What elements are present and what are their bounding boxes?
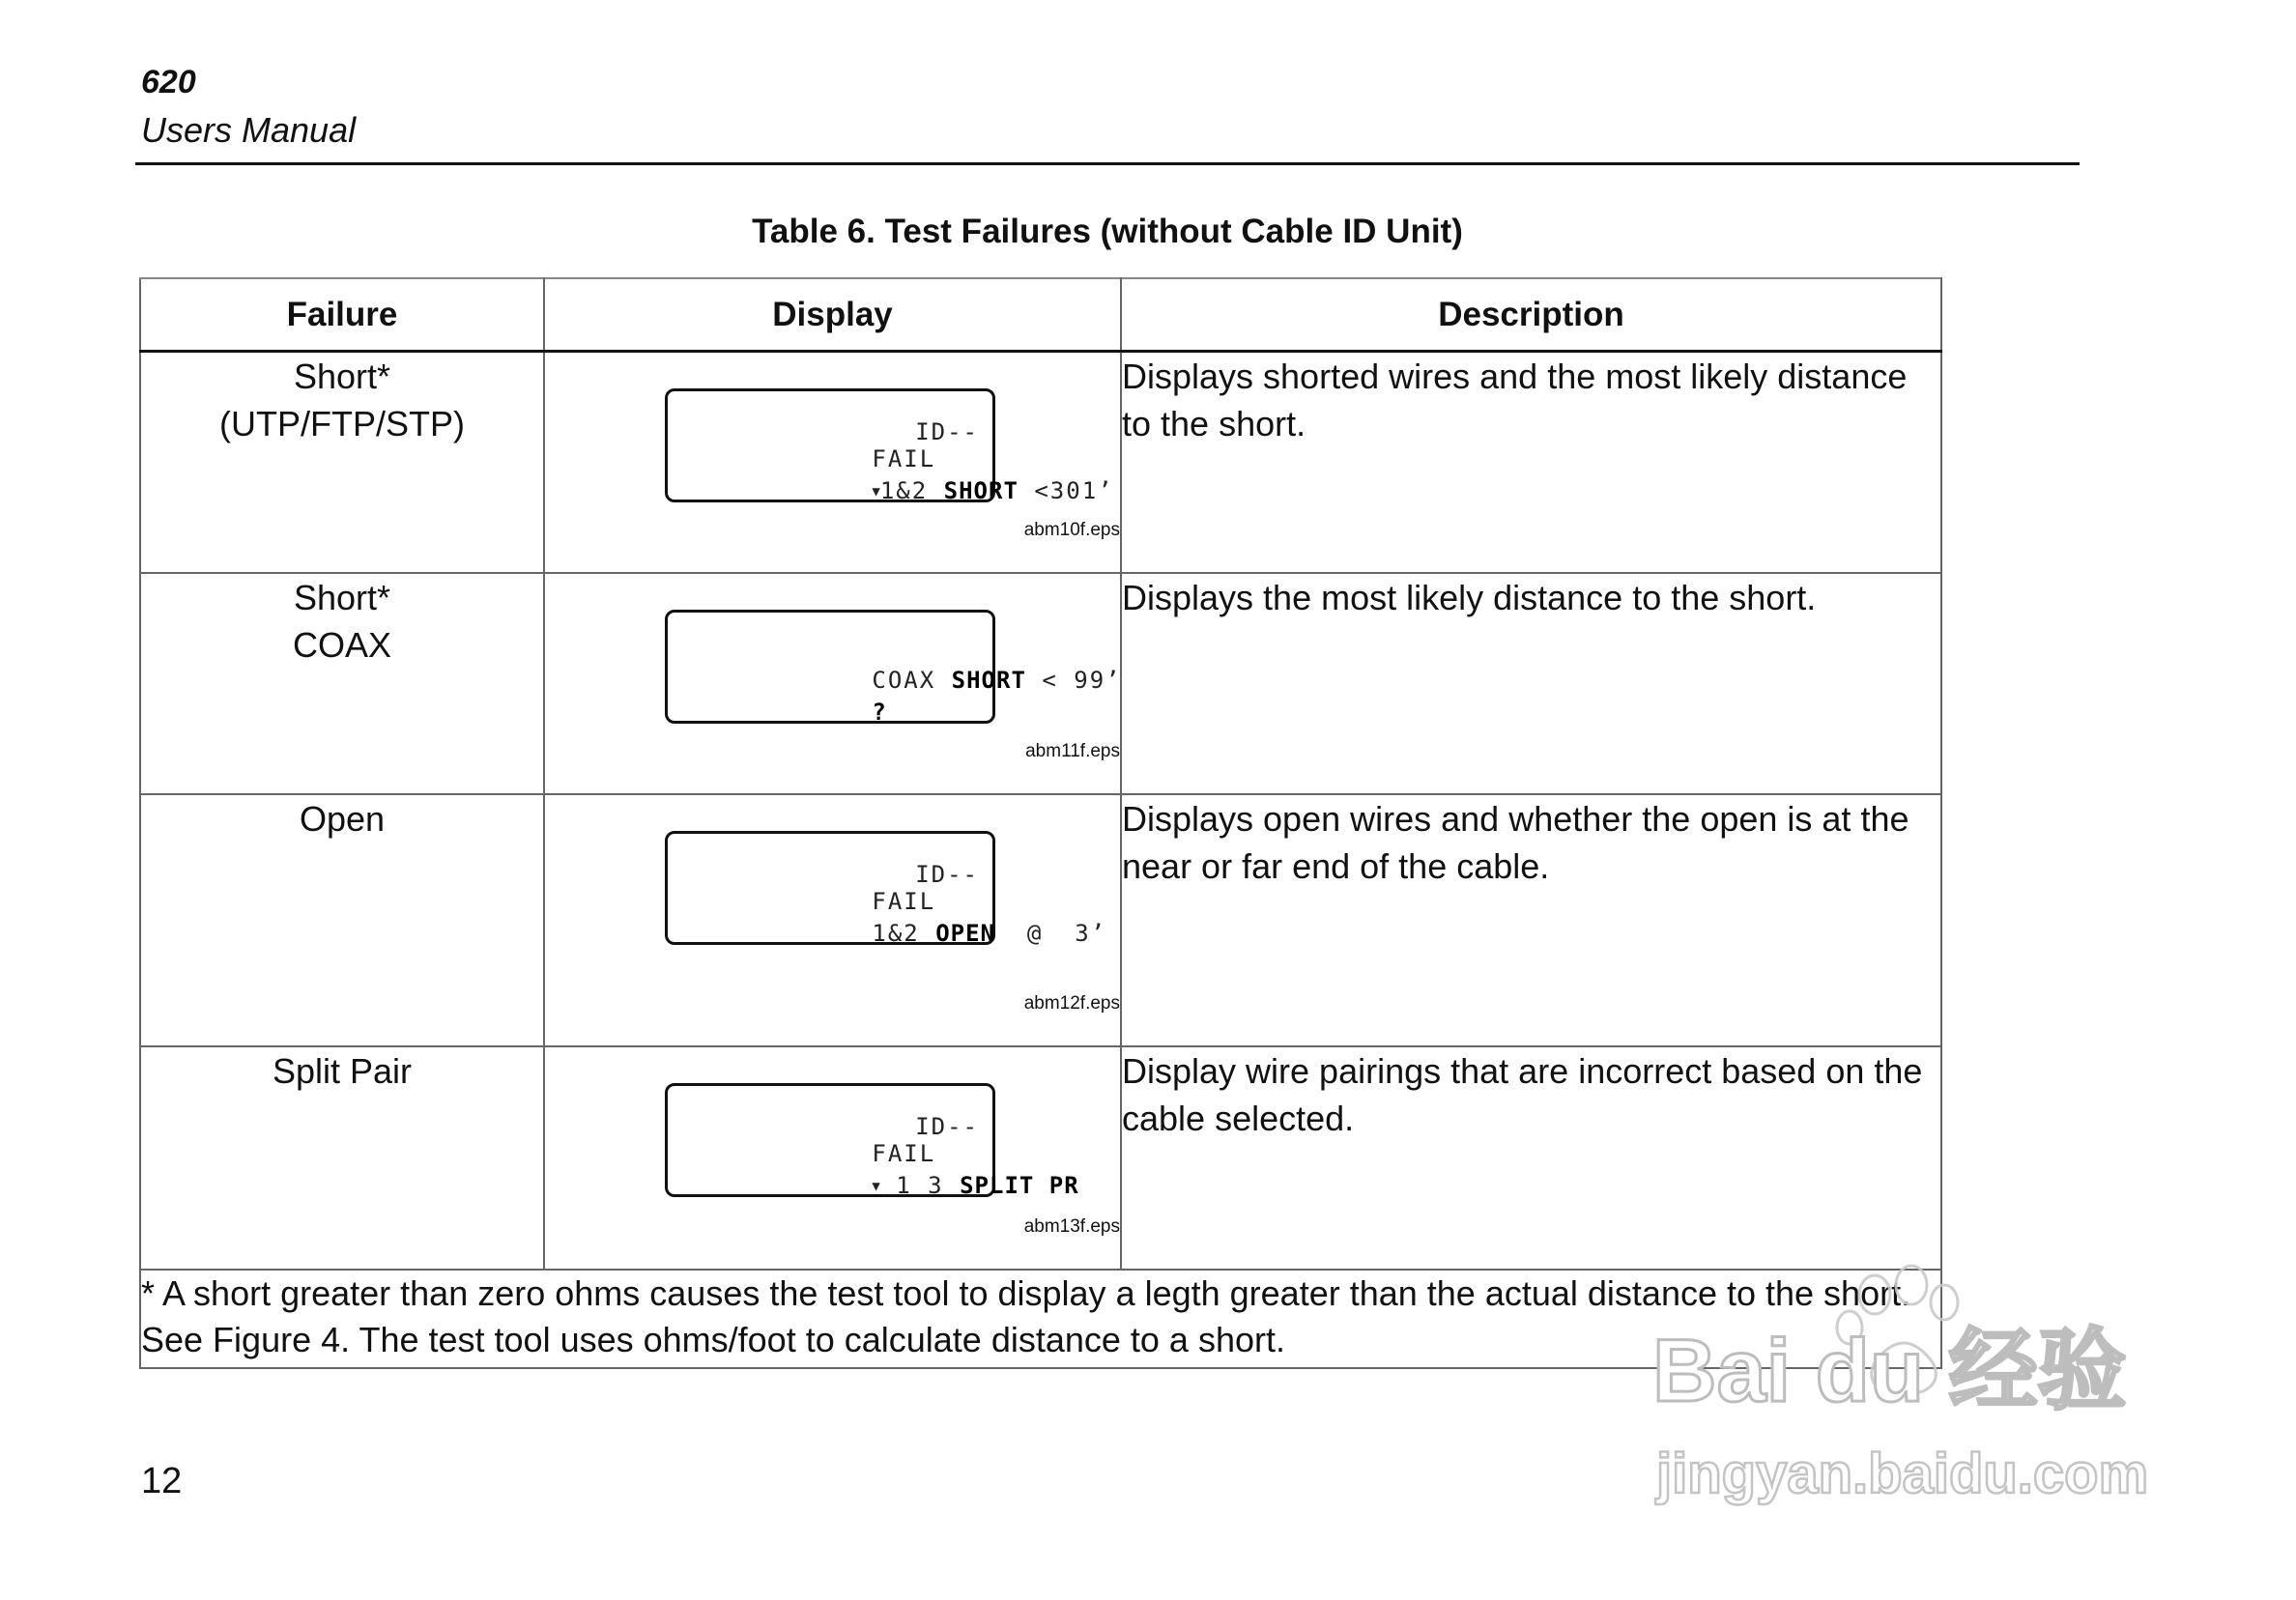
lcd-status: FAIL: [872, 445, 936, 472]
down-arrow-icon: ▼: [872, 1179, 880, 1194]
figure-filename: abm11f.eps: [1025, 741, 1120, 761]
figure-filename: abm12f.eps: [1023, 993, 1120, 1014]
failure-cell: [140, 573, 544, 794]
failure-qualifier: COAX: [292, 625, 392, 665]
table-row: [140, 352, 1941, 574]
display-cell: [544, 352, 1121, 574]
lcd-status: FAIL: [872, 888, 936, 915]
lcd-fault: SHORT: [943, 477, 1019, 504]
test-failures-table: [139, 277, 1942, 1369]
failure-qualifier: (UTP/FTP/STP): [219, 404, 465, 443]
lcd-display: [665, 610, 1122, 726]
lcd-fault: OPEN: [935, 920, 995, 947]
footnote-row: [140, 1270, 1941, 1368]
table-caption: Table 6. Test Failures (without Cable ID Unit): [752, 213, 1463, 250]
table-row: [140, 573, 1941, 794]
lcd-cable-type: COAX: [872, 667, 936, 694]
table-row: [140, 794, 1941, 1046]
description-cell: Displays open wires and whether the open is at the near or far end of the cable.: [1121, 794, 1941, 1046]
lcd-distance: <301’: [1034, 477, 1114, 504]
failure-cell: [140, 1046, 544, 1270]
lcd-wire-pair: 1&2: [872, 920, 920, 947]
lcd-id: ID--: [915, 1113, 979, 1140]
lcd-display: [665, 1083, 1079, 1199]
manual-product-number: 620: [141, 64, 196, 100]
failure-name: Short*: [293, 578, 391, 617]
watermark-url: jingyan.baidu.com: [1656, 1443, 2149, 1505]
header-rule: [135, 162, 2080, 165]
failure-name: Short*: [293, 357, 391, 396]
down-arrow-icon: ▼: [872, 484, 880, 500]
lcd-id: ID--: [915, 418, 979, 445]
failure-name: Open: [299, 799, 386, 839]
lcd-question-mark: ?: [872, 699, 887, 726]
figure-filename: abm10f.eps: [1023, 520, 1120, 540]
display-cell: [544, 1046, 1121, 1270]
table-header-row: [140, 278, 1941, 352]
failure-cell: [140, 352, 544, 574]
figure-filename: abm13f.eps: [1023, 1216, 1120, 1237]
description-cell: Display wire pairings that are incorrect based on the cable selected.: [1121, 1046, 1941, 1270]
lcd-fault: SHORT: [951, 667, 1026, 694]
description-cell: Displays the most likely distance to the short.: [1121, 573, 1941, 794]
column-header-description: Description: [1121, 278, 1941, 352]
lcd-display: [665, 831, 1107, 947]
table-row: [140, 1046, 1941, 1270]
lcd-fault: SPLIT PR: [960, 1172, 1079, 1199]
description-cell: Displays shorted wires and the most likely distance to the short.: [1121, 352, 1941, 574]
lcd-id: ID--: [915, 861, 979, 888]
manual-title: Users Manual: [141, 110, 357, 150]
display-cell: [544, 573, 1121, 794]
lcd-wire-pair: 1 3: [896, 1172, 944, 1199]
lcd-distance: @ 3’: [1026, 920, 1107, 947]
display-cell: [544, 794, 1121, 1046]
failure-cell: [140, 794, 544, 1046]
lcd-display: [665, 388, 1114, 504]
lcd-distance: < 99’: [1042, 667, 1122, 694]
lcd-wire-pair: 1&2: [879, 477, 929, 504]
column-header-display: Display: [544, 278, 1121, 352]
watermark-brand: Bai du 经验: [1652, 1322, 2127, 1420]
column-header-failure: Failure: [140, 278, 544, 352]
failure-name: Split Pair: [272, 1051, 413, 1091]
page-number: 12: [141, 1461, 183, 1501]
lcd-status: FAIL: [872, 1140, 936, 1167]
table-footnote: * A short greater than zero ohms causes the test tool to display a legth greater than the actual distance to the short. See Figure 4. The test tool uses ohms/foot to calculate distance to a short.: [140, 1270, 1941, 1368]
